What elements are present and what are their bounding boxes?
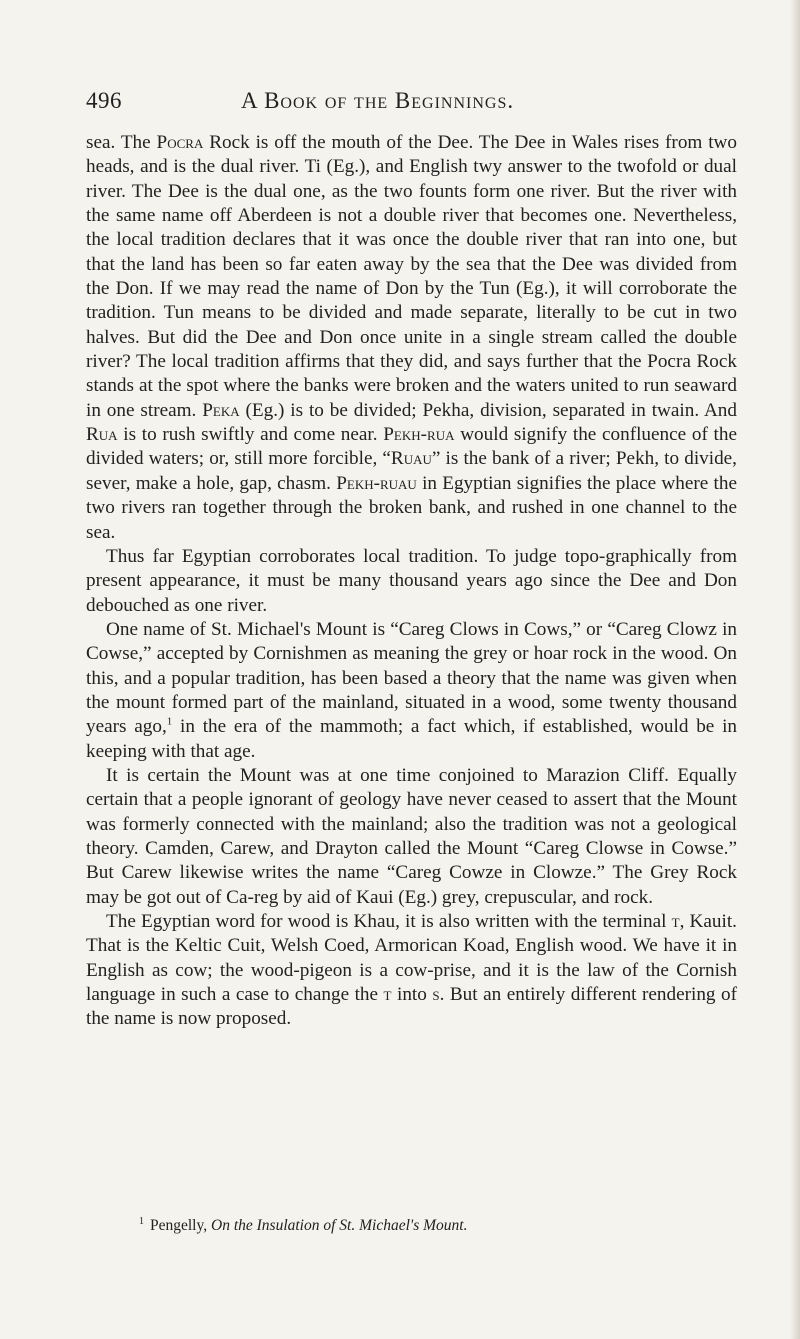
small-caps-letter: t	[671, 911, 680, 932]
text-run: ” is the bank of a river; Pekh, to divide, sever, make a hole, gap, chasm.	[86, 448, 737, 494]
text-run: in Egyptian signifies the place where the two rivers ran together through the broken bank, and rushed in one channel to the sea.	[86, 472, 737, 543]
page-header	[86, 88, 726, 122]
text-run: . But an entirely different rendering of the name is now proposed.	[86, 984, 737, 1030]
text-run: is to rush swiftly and come near.	[117, 424, 384, 446]
small-caps-term: Ruau	[390, 448, 432, 470]
body-text	[86, 131, 737, 1032]
small-caps-letter: s	[432, 984, 440, 1006]
text-run: Rock is off the mouth of the Dee. The Dee in Wales rises from two heads, and is the dual river. Ti (Eg.), and English twy answer to the twofold or dual river. The Dee is the dual one, as the two founts form one river. But the river with the same name off Aberdeen is not a double river that becomes one. Nevertheless, the local tradition declares that it was once the double river that ran into one, but that the land has been so far eaten away by the sea that the Dee was divided from the Don. If we may read the name of Don by the Tun (Eg.), it will corroborate the tradition. Tun means to be divided and made separate, literally to be cut in two halves. But did the Dee and Don once unite in a single stream called the double river? The local tradition affirms that they did, and says further that the Pocra Rock stands at the spot where the banks were broken and the waters united to run seaward in one stream.	[86, 132, 737, 421]
footnote-title: On the Insulation of St. Michael's Mount.	[211, 1217, 468, 1234]
footnote-number: 1	[139, 1215, 144, 1227]
running-title: A Book of the Beginnings.	[241, 88, 515, 113]
text-run: , Kauit. That is the Keltic Cuit, Welsh Coed, Armorican Koad, English wood. We have it in English as cow; the wood-pigeon is a cow-prise, and it is the law of the Cornish language in such a case to change the	[86, 911, 737, 1006]
text-run: sea. The	[86, 132, 157, 153]
page-number: 496	[86, 88, 122, 113]
footnote	[139, 1216, 739, 1236]
paragraph-4: It is certain the Mount was at one time conjoined to Marazion Cliff. Equally certain that a people ignorant of geology have never ceased to assert that the Mount was formerly connected with the mainland; also the tradition was not a geological theory. Camden, Carew, and Drayton called the Mount “Careg Clowse in Cowse.” But Carew likewise writes the name “Careg Cowze in Clowze.” The Grey Rock may be got out of Ca-reg by aid of Kaui (Eg.) grey, crepuscular, and rock.	[86, 764, 737, 908]
paragraph-1	[86, 131, 737, 545]
paragraph-3	[86, 618, 737, 764]
page-edge-shadow	[790, 0, 800, 1339]
text-run: in the era of the mammoth; a fact which, if established, would be in keeping with that age.	[86, 716, 737, 762]
paragraph-2: Thus far Egyptian corroborates local tradition. To judge topo-graphically from present appearance, it must be many thousand years ago since the Dee and Don debouched as one river.	[86, 545, 737, 616]
paragraph-5	[86, 910, 737, 1032]
text-run: would signify the confluence of the divided waters; or, still more forcible, “	[86, 424, 737, 470]
small-caps-term: Pekh-rua	[383, 424, 455, 446]
small-caps-term: Pekh-ruau	[336, 472, 417, 494]
text-run: (Eg.) is to be divided; Pekha, division, separated in twain. And	[239, 399, 737, 421]
text-run: The Egyptian word for wood is Khau, it is also written with the terminal	[106, 911, 672, 932]
small-caps-term: Peka	[202, 399, 240, 421]
small-caps-term: Rua	[86, 424, 118, 446]
small-caps-term: Pocra	[156, 132, 204, 153]
small-caps-letter: t	[383, 984, 392, 1006]
text-run: One name of St. Michael's Mount is “Careg Clows in Cows,” or “Careg Clowz in Cowse,” accepted by Cornishmen as meaning the grey or hoar rock in the wood. On this, and a popular tradition, has been based a theory that the name was given when the mount formed part of the mainland, situated in a wood, some twenty thousand years ago,	[86, 618, 737, 738]
footnote-author: Pengelly,	[150, 1217, 211, 1234]
text-run: into	[391, 984, 433, 1006]
footnote-reference: 1	[166, 715, 173, 728]
